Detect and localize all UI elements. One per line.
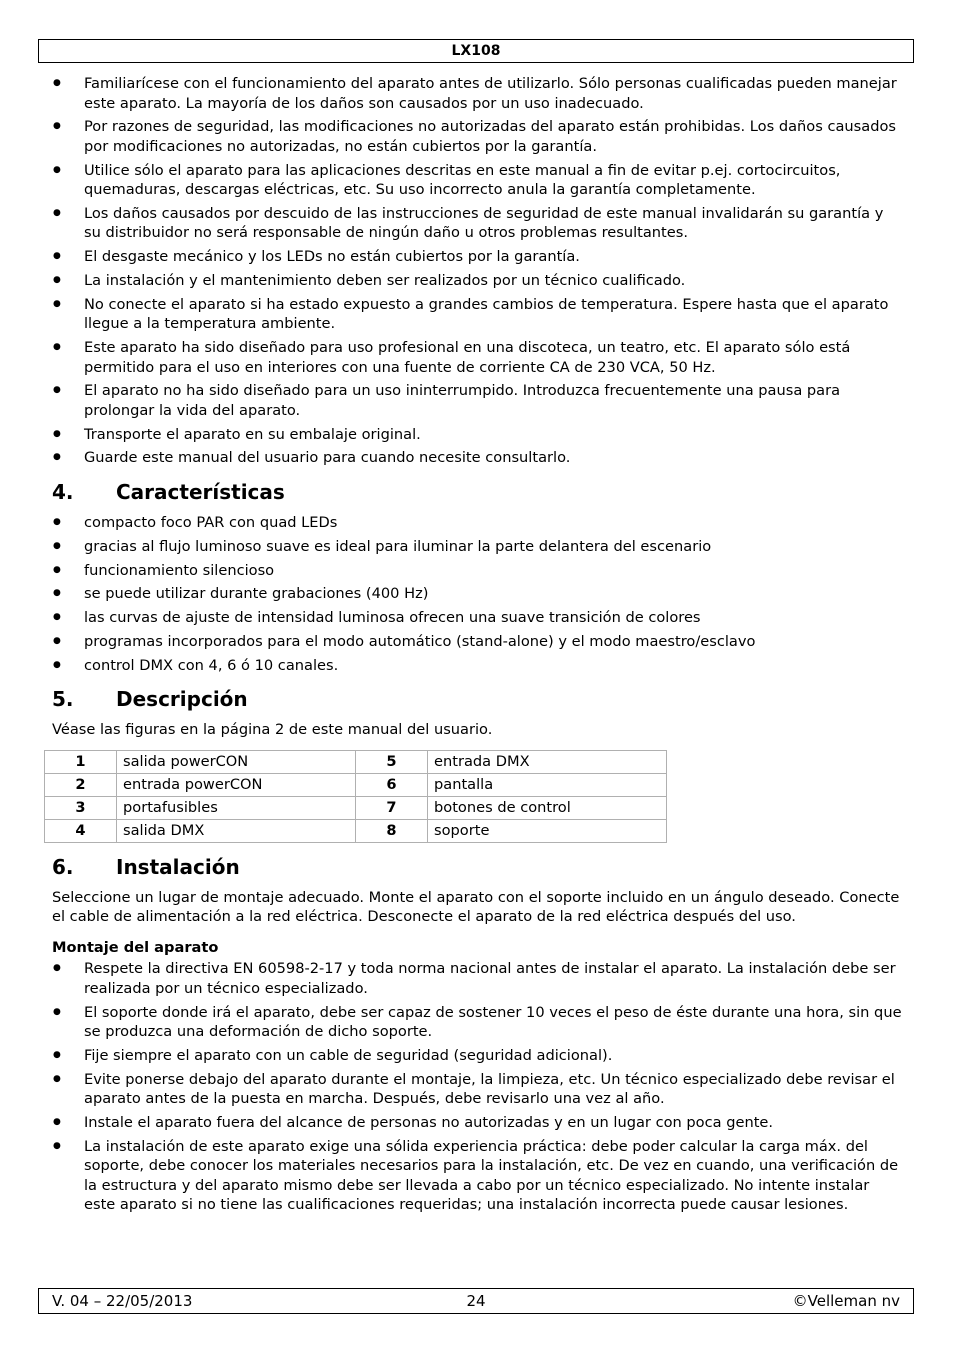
section-number: 6. — [52, 854, 74, 879]
section-number: 4. — [52, 479, 74, 504]
page-content — [52, 74, 902, 1219]
table-row — [45, 773, 667, 796]
part-number: 6 — [356, 773, 428, 796]
part-number: 8 — [356, 819, 428, 842]
section-heading-caracteristicas — [52, 480, 902, 504]
part-label: entrada DMX — [428, 750, 667, 773]
description-intro: Véase las figuras en la página 2 de este manual del usuario. — [52, 721, 493, 739]
part-number: 4 — [45, 819, 117, 842]
list-item: ● funcionamiento silencioso — [52, 561, 902, 581]
section-heading-instalacion — [52, 855, 902, 879]
part-number: 5 — [356, 750, 428, 773]
mounting-list — [52, 959, 902, 1214]
part-label: pantalla — [428, 773, 667, 796]
list-item: ● Los daños causados por descuido de las instrucciones de seguridad de este manual invalidarán su garantía y su distribuidor no será responsable de ningún daño u otros problemas resultantes. — [52, 204, 902, 243]
list-item: ● Familiarícese con el funcionamiento del aparato antes de utilizarlo. Sólo personas cualificadas pueden manejar este aparato. La mayoría de los daños son causados por un uso inadecuado. — [52, 74, 902, 113]
list-item: ● Fije siempre el aparato con un cable de seguridad (seguridad adicional). — [52, 1046, 902, 1066]
mounting-subheading: Montaje del aparato — [52, 938, 219, 956]
part-label: botones de control — [428, 796, 667, 819]
section-number: 5. — [52, 687, 74, 712]
document-model: LX108 — [451, 43, 501, 59]
list-item: ● Guarde este manual del usuario para cuando necesite consultarlo. — [52, 448, 902, 468]
list-item: ● La instalación y el mantenimiento deben ser realizados por un técnico cualificado. — [52, 271, 902, 291]
list-item: ● El desgaste mecánico y los LEDs no están cubiertos por la garantía. — [52, 247, 902, 267]
part-label: soporte — [428, 819, 667, 842]
part-label: salida DMX — [117, 819, 356, 842]
list-item: ● programas incorporados para el modo automático (stand-alone) y el modo maestro/esclavo — [52, 632, 902, 652]
part-number: 7 — [356, 796, 428, 819]
list-item: ● se puede utilizar durante grabaciones (400 Hz) — [52, 584, 902, 604]
features-list — [52, 513, 902, 675]
list-item: ● Por razones de seguridad, las modificaciones no autorizadas del aparato están prohibidas. Los daños causados por modificaciones no autorizadas, no están cubiertos por la garantía. — [52, 117, 902, 156]
part-label: entrada powerCON — [117, 773, 356, 796]
copyright: ©Velleman nv — [792, 1292, 900, 1310]
section-title: Características — [116, 479, 285, 504]
safety-list — [52, 74, 902, 468]
table-row — [45, 796, 667, 819]
section-title: Instalación — [116, 854, 240, 879]
part-number: 2 — [45, 773, 117, 796]
list-item: ● gracias al flujo luminoso suave es ideal para iluminar la parte delantera del escenario — [52, 537, 902, 557]
page-header — [38, 39, 914, 63]
table-row — [45, 819, 667, 842]
list-item: ● Instale el aparato fuera del alcance de personas no autorizadas y en un lugar con poca gente. — [52, 1113, 902, 1133]
parts-table — [44, 750, 667, 843]
table-row — [45, 750, 667, 773]
list-item: ● las curvas de ajuste de intensidad luminosa ofrecen una suave transición de colores — [52, 608, 902, 628]
list-item: ● Evite ponerse debajo del aparato durante el montaje, la limpieza, etc. Un técnico especializado debe revisar el aparato antes de la puesta en marcha. Después, debe revisarlo una vez al año. — [52, 1070, 902, 1109]
list-item: ● control DMX con 4, 6 ó 10 canales. — [52, 656, 902, 676]
list-item: ● Este aparato ha sido diseñado para uso profesional en una discoteca, un teatro, etc. El aparato sólo está permitido para el uso en interiores con una fuente de corriente CA de 230 VCA, 50 Hz. — [52, 338, 902, 377]
list-item: ● Transporte el aparato en su embalaje original. — [52, 425, 902, 445]
list-item: ● compacto foco PAR con quad LEDs — [52, 513, 902, 533]
list-item: ● El soporte donde irá el aparato, debe ser capaz de sostener 10 veces el peso de éste durante una hora, sin que se produzca una deformación de dicho soporte. — [52, 1003, 902, 1042]
page-number: 24 — [466, 1292, 486, 1310]
list-item: ● No conecte el aparato si ha estado expuesto a grandes cambios de temperatura. Espere hasta que el aparato llegue a la temperatura ambiente. — [52, 295, 902, 334]
list-item: ● Utilice sólo el aparato para las aplicaciones descritas en este manual a fin de evitar p.ej. cortocircuitos, quemaduras, descargas eléctricas, etc. Su uso incorrecto anula la garantía completamente. — [52, 161, 902, 200]
version-date: V. 04 – 22/05/2013 — [52, 1292, 193, 1310]
page-footer — [38, 1288, 914, 1314]
section-title: Descripción — [116, 687, 248, 712]
list-item: ● La instalación de este aparato exige una sólida experiencia práctica: debe poder calcular la carga máx. del soporte, debe conocer los materiales necesarios para la instalación, etc. De vez en cuando, una verificación de la estructura y del aparato mismo debe ser llevada a cabo por un técnico especializado. No intente instalar este aparato si no tiene las cualificaciones requeridas; una instalación incorrecta puede causar lesiones. — [52, 1137, 902, 1215]
part-label: salida powerCON — [117, 750, 356, 773]
part-label: portafusibles — [117, 796, 356, 819]
part-number: 1 — [45, 750, 117, 773]
list-item: ● El aparato no ha sido diseñado para un uso ininterrumpido. Introduzca frecuentemente una pausa para prolongar la vida del aparato. — [52, 381, 902, 420]
list-item: ● Respete la directiva EN 60598-2-17 y toda norma nacional antes de instalar el aparato. La instalación debe ser realizada por un técnico especializado. — [52, 959, 902, 998]
section-heading-descripcion — [52, 687, 902, 711]
part-number: 3 — [45, 796, 117, 819]
installation-intro: Seleccione un lugar de montaje adecuado. Monte el aparato con el soporte incluido en un ángulo deseado. Conecte el cable de alimentación a la red eléctrica. Desconecte el aparato de la red eléctrica después del uso. — [52, 888, 900, 926]
